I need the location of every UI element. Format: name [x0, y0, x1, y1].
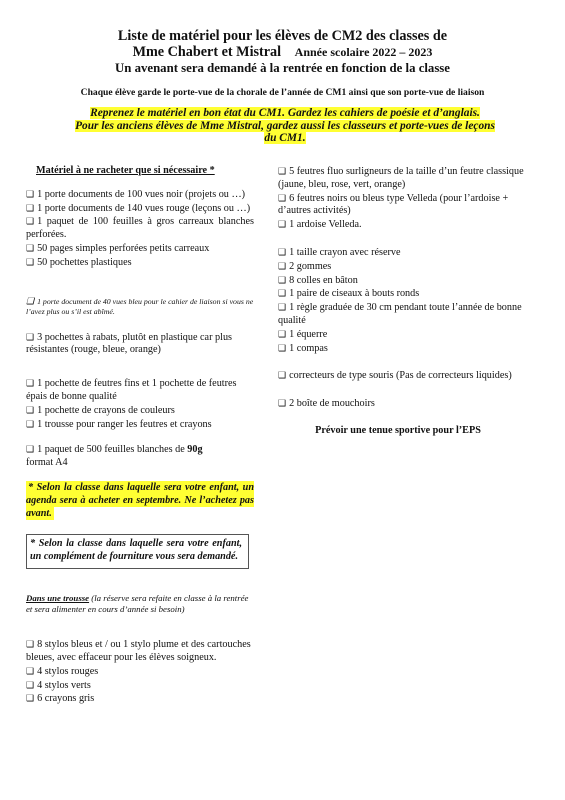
- checkbox-icon: ❑: [26, 665, 35, 676]
- checkbox-icon: ❑: [278, 246, 287, 257]
- subtitle: Chaque élève garde le porte-vue de la chorale de l’année de CM1 ainsi que son porte-vue de liaison: [80, 87, 485, 98]
- checkbox-icon: ❑: [26, 242, 35, 253]
- list-item: ❑ 4 stylos rouges: [26, 665, 99, 677]
- checkbox-icon: ❑: [278, 192, 287, 203]
- checkbox-icon: ❑: [26, 378, 35, 389]
- highlight-line3: du CM1.: [264, 132, 306, 145]
- list-item: ❑ 1 pochette de feutres fins et 1 pochette de feutres épais de bonne qualité: [26, 378, 237, 402]
- checkbox-icon: ❑: [26, 679, 35, 690]
- left-group2: [26, 331, 254, 358]
- list-item: ❑ 1 porte documents de 140 vues rouge (leçons ou …): [26, 202, 251, 214]
- list-item: ❑ 2 gommes: [278, 260, 332, 272]
- list-item: ❑ 5 feutres fluo surligneurs de la taille d’un feutre classique (jaune, bleu, rose, vert, orange): [278, 166, 524, 190]
- list-item: ❑ 8 stylos bleus et / ou 1 stylo plume et des cartouches bleues, avec effaceur pour les élèves soigneux.: [26, 639, 251, 663]
- list-item: ❑ correcteurs de type souris (Pas de correcteurs liquides): [278, 370, 512, 382]
- list-item: ❑ 1 équerre: [278, 328, 328, 340]
- checkbox-icon: ❑: [278, 342, 287, 353]
- checkbox-icon: ❑: [278, 328, 287, 339]
- list-item: ❑ 1 ardoise Velleda.: [278, 219, 362, 231]
- right-group1: [278, 165, 538, 232]
- framed-note: * Selon la classe dans laquelle sera votre enfant, un complément de fourniture vous sera demandé.: [26, 534, 249, 569]
- checkbox-icon: ❑: [26, 693, 35, 704]
- teachers-names: Mme Chabert et Mistral: [132, 44, 282, 60]
- agenda-note: * Selon la classe dans laquelle sera votre enfant, un agenda sera à acheter en septembre. Ne l’achetez pas avant.: [26, 481, 254, 519]
- checkbox-icon: ❑: [278, 288, 287, 299]
- list-item: ❑ 8 colles en bâton: [278, 274, 358, 286]
- list-item: ❑ 1 règle graduée de 30 cm pendant toute l’année de bonne qualité: [278, 302, 522, 326]
- doc-title-line3: Un avenant sera demandé à la rentrée en fonction de la classe: [115, 61, 450, 75]
- checkbox-icon: ❑: [278, 219, 287, 230]
- list-item: ❑ 3 pochettes à rabats, plutôt en plastique car plus résistantes (rouge, bleue, orange): [26, 331, 232, 356]
- list-item: ❑ 1 paquet de 100 feuilles à gros carreaux blanches perforées.: [26, 216, 254, 241]
- right-group4: [278, 397, 538, 411]
- checkbox-icon: ❑: [26, 216, 35, 227]
- checkbox-icon: ❑: [26, 295, 35, 306]
- checkbox-icon: ❑: [278, 260, 287, 271]
- list-item: ❑ 1 pochette de crayons de couleurs: [26, 404, 175, 416]
- list-item: ❑ 6 feutres noirs ou bleus type Velleda (pour l’ardoise + d’autres activités): [278, 192, 509, 217]
- section-title: Matériel à ne racheter que si nécessaire *: [36, 165, 215, 176]
- left-column: [26, 165, 254, 706]
- highlight-line1: Reprenez le matériel en bon état du CM1. Gardez les cahiers de poésie et d’anglais.: [90, 107, 480, 119]
- paper-weight: 90g: [187, 444, 203, 456]
- left-group3: [26, 377, 254, 431]
- highlight-line2: Pour les anciens élèves de Mme Mistral, gardez aussi les classeurs et porte-vues de leçons: [75, 119, 495, 132]
- list-item: ❑ 1 paire de ciseaux à bouts ronds: [278, 288, 420, 300]
- checkbox-icon: ❑: [26, 331, 35, 342]
- list-item: ❑ 2 boîte de mouchoirs: [278, 398, 375, 410]
- list-item: ❑ 50 pochettes plastiques: [26, 256, 132, 268]
- right-group2: [278, 246, 538, 355]
- doc-title-line1: Liste de matériel pour les élèves de CM2 des classes de: [117, 28, 448, 44]
- checkbox-icon: ❑: [26, 444, 35, 455]
- checkbox-icon: ❑: [278, 398, 287, 409]
- school-year: Année scolaire 2022 – 2023: [294, 45, 433, 59]
- right-column: [278, 165, 538, 438]
- right-group3: [278, 369, 538, 383]
- checkbox-icon: ❑: [278, 166, 287, 176]
- list-item: ❑ 6 crayons gris: [26, 693, 95, 705]
- trousse-heading: Dans une trousse (la réserve sera refaite en classe à la rentrée et sera alimenter en cours d’année si besoin): [26, 592, 249, 614]
- checkbox-icon: ❑: [26, 404, 35, 415]
- checkbox-icon: ❑: [278, 302, 287, 313]
- list-item: ❑ 1 taille crayon avec réserve: [278, 246, 401, 258]
- left-group4: [26, 638, 254, 706]
- checkbox-icon: ❑: [26, 418, 35, 429]
- paper-item: ❑ 1 paquet de 500 feuilles blanches de 90g format A4: [26, 444, 203, 469]
- left-group1: [26, 188, 254, 270]
- eps-note: Prévoir une tenue sportive pour l’EPS: [315, 424, 481, 436]
- checkbox-icon: ❑: [26, 188, 35, 199]
- checkbox-icon: ❑: [26, 639, 35, 650]
- highlight-block: [40, 107, 530, 145]
- list-item: ❑ 1 porte documents de 100 vues noir (projets ou …): [26, 188, 246, 200]
- small-note: ❑ 1 porte document de 40 vues bleu pour le cahier de liaison si vous ne l’avez plus ou s’il est abîmé.: [26, 295, 254, 316]
- list-item: ❑ 4 stylos verts: [26, 679, 91, 691]
- checkbox-icon: ❑: [278, 370, 287, 381]
- doc-title-line2: [0, 44, 565, 60]
- checkbox-icon: ❑: [26, 202, 35, 213]
- list-item: ❑ 50 pages simples perforées petits carreaux: [26, 242, 210, 254]
- checkbox-icon: ❑: [278, 274, 287, 285]
- list-item: ❑ 1 compas: [278, 342, 328, 354]
- checkbox-icon: ❑: [26, 256, 35, 267]
- list-item: ❑ 1 trousse pour ranger les feutres et crayons: [26, 418, 212, 430]
